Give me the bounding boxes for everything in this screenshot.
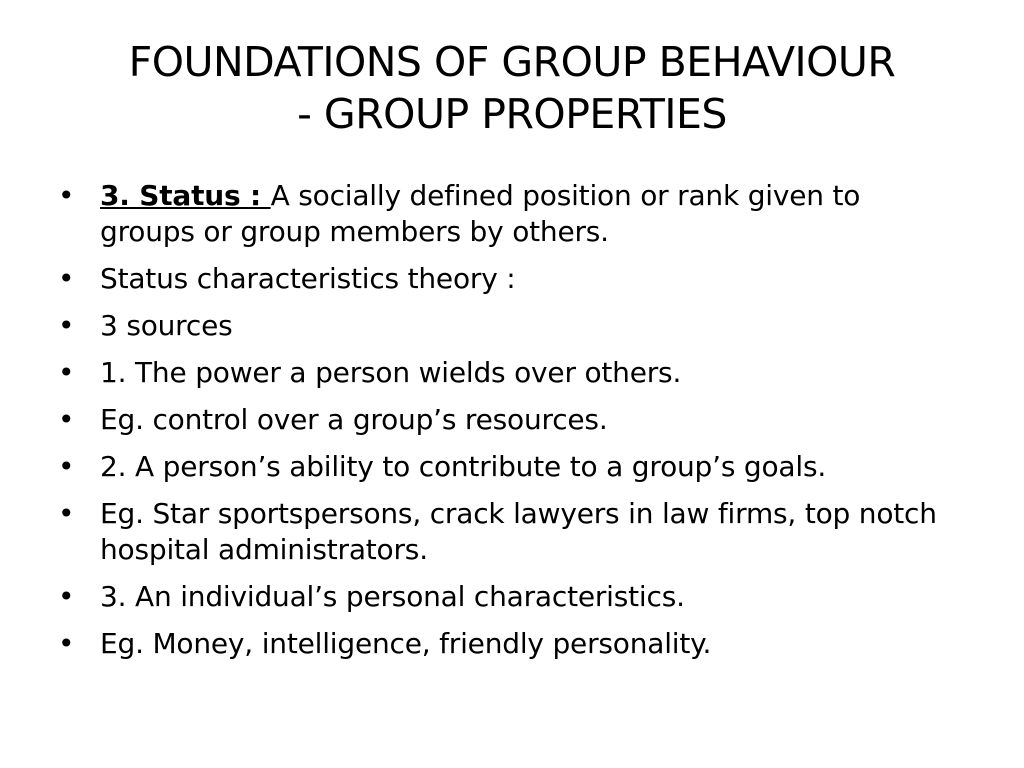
bullet-item	[58, 355, 958, 391]
bullet-text: A socially defined position or rank given to groups or group members by others.	[100, 179, 861, 248]
bullet-glyph: •	[58, 627, 75, 660]
bullet-item	[58, 449, 958, 485]
bullet-text: 1. The power a person wields over others.	[100, 356, 682, 389]
bullet-item	[58, 579, 958, 615]
bullet-text: Eg. control over a group’s resources.	[100, 403, 608, 436]
bullet-glyph: •	[58, 262, 75, 295]
bullet-glyph: •	[58, 580, 75, 613]
bullet-item	[58, 626, 958, 662]
slide-title-line-2: - GROUP PROPERTIES	[297, 90, 727, 138]
bullet-item	[58, 402, 958, 438]
bullet-item	[58, 496, 958, 568]
bullet-list	[58, 178, 958, 673]
bullet-glyph: •	[58, 403, 75, 436]
bullet-lead-status: 3. Status :	[100, 179, 271, 212]
bullet-item	[58, 308, 958, 344]
bullet-glyph: •	[58, 309, 75, 342]
bullet-item	[58, 178, 958, 250]
bullet-text: Status characteristics theory :	[100, 262, 516, 295]
bullet-text: Eg. Money, intelligence, friendly personality.	[100, 627, 712, 660]
bullet-glyph: •	[58, 179, 75, 212]
bullet-glyph: •	[58, 497, 75, 530]
bullet-glyph: •	[58, 450, 75, 483]
bullet-text: 2. A person’s ability to contribute to a group’s goals.	[100, 450, 827, 483]
bullet-glyph: •	[58, 356, 75, 389]
bullet-text: 3. An individual’s personal characteristics.	[100, 580, 685, 613]
bullet-text: 3 sources	[100, 309, 233, 342]
bullet-item	[58, 261, 958, 297]
slide-title-line-1: FOUNDATIONS OF GROUP BEHAVIOUR	[128, 38, 896, 86]
bullet-text: Eg. Star sportspersons, crack lawyers in law firms, top notch hospital administrators.	[100, 497, 937, 566]
slide-title	[40, 36, 984, 140]
